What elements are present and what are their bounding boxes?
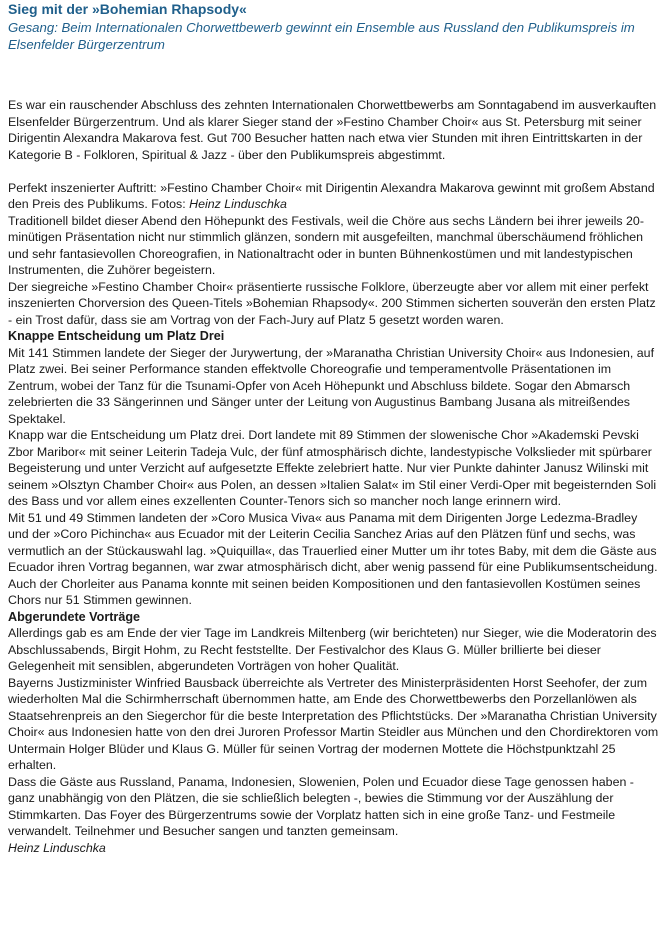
caption-credit: Heinz Linduschka [189,197,287,211]
article-subtitle: Gesang: Beim Internationalen Chorwettbewerb gewinnt ein Ensemble aus Russland den Publikumspreis im Elsenfelder Bürgerzentrum [8,20,635,52]
body-paragraph-8: Dass die Gäste aus Russland, Panama, Indonesien, Slowenien, Polen und Ecuador diese Tage genossen haben - ganz unabhängig von den Plätzen, die sie schließlich belegten -, bewies die Stimmung vor der Auszählung der Stimmkarten. Das Foyer des Bürgerzentrums sowie der Vorplatz hatten sich in eine große Tanz- und Festmeile verwandelt. Teilnehmer und Besucher sangen und tanzten gemeinsam. [8,774,634,838]
section-heading-2: Abgerundete Vorträge [8,609,141,624]
article-title: Sieg mit der »Bohemian Rhapsody« [8,1,247,17]
body-paragraph-6: Allerdings gab es am Ende der vier Tage im Landkreis Miltenberg (wir berichteten) nur Sieger, wie die Moderatorin des Abschlussabends, Birgit Hohm, zu Recht feststellte. Der Festivalchor des Klaus G. Müller brillierte bei dieser Gelegenheit mit sensiblen, abgerundeten Vorträgen von hoher Qualität. [8,626,657,673]
spacer [8,53,660,97]
body-paragraph-1: Traditionell bildet dieser Abend den Höhepunkt des Festivals, weil die Chöre aus sechs Ländern bei ihrer jeweils 20-minütigen Präsentation nicht nur stimmlich glänzen, sondern mit ausgefeilten, manchmal überschäumend fröhlichen und sehr fantasievollen Choreografien, in Nationaltracht oder in bunten Bühnenkostümen und mit landestypischen Instrumenten, die Zuhörer begeistern. [8,213,644,277]
body-paragraph-7: Bayerns Justizminister Winfried Bausback überreichte als Vertreter des Ministerpräsidenten Horst Seehofer, der zum wiederholten Mal die Schirmherrschaft übernommen hatte, am Ende des Chorwettbewerbs den Porzellanlöwen als Staatsehrenpreis an den Siegerchor für die beste Interpretation des Pflichtstücks. Der »Maranatha Christian University Choir« aus Indonesien hatte von den drei Juroren Professor Martin Steidler aus München und den Chordirektoren vom Untermain Holger Blüder und Klaus G. Müller für seinen Vortrag der modernen Mottete die Höchstpunktzahl 25 erhalten. [8,675,659,772]
caption-text: Perfekt inszenierter Auftritt: »Festino Chamber Choir« mit Dirigentin Alexandra Makarova gewinnt mit großem Abstand den Preis des Publikums. Fotos: [8,180,655,211]
section-heading-1: Knappe Entscheidung um Platz Drei [8,329,225,343]
intro-paragraph: Es war ein rauschender Abschluss des zehnten Internationalen Chorwettbewerbs am Sonntagabend im ausverkauften Elsenfelder Bürgerzentrum. Und als klarer Sieger stand der »Festino Chamber Choir« aus St. Petersburg mit seiner Dirigentin Alexandra Makarova fest. Gut 700 Besucher hatten nach etwa vier Stunden mit ihren Eintrittskarten in der Kategorie B - Folkloren, Spiritual & Jazz - über den Publikumspreis abgestimmt. [8,98,657,162]
body-paragraph-4: Knapp war die Entscheidung um Platz drei. Dort landete mit 89 Stimmen der slowenische Chor »Akademski Pevski Zbor Maribor« mit seiner Leiterin Tadeja Vulc, der fünf atmosphärisch dichte, landestypische Volkslieder mit spürbarer Begeisterung und unter Verzicht auf aufgesetzte Effekte zelebriert hatte. Nur vier Punkte dahinter Janusz Wilinski mit seinem »Olsztyn Chamber Choir« aus Polen, an dessen »Italien Salat« im Stil einer Verdi-Oper mit begeisternden Soli des Bass und vor allem eines exzellenten Counter-Tenors sich so mancher noch lange erinnern wird. [8,428,657,508]
body-paragraph-3: Mit 141 Stimmen landete der Sieger der Jurywertung, der »Maranatha Christian University Choir« aus Indonesien, auf Platz zwei. Bei seiner Performance standen effektvolle Choreografie und temperamentvolle Präsentationen im Zentrum, wobei der Tanz für die Tsunami-Opfer von Aceh Höhepunkt und Abschluss bildete. Sogar den Abmarsch zelebrierten die 33 Sängerinnen und Sänger unter der Leitung von Augustinus Bambang Jusana als mitreißendes Spektakel. [8,345,655,426]
author-byline: Heinz Linduschka [8,840,106,855]
photo-caption [8,180,660,213]
body-paragraph-5: Mit 51 und 49 Stimmen landeten der »Coro Musica Viva« aus Panama mit dem Dirigenten Jorge Ledezma-Bradley und der »Coro Pichincha« aus Ecuador mit der Leiterin Cecilia Sanchez Arias auf den Plätzen fünf und sechs, was vermutlich an der Stückauswahl lag. »Quiquilla«, das Trauerlied einer Mutter um ihr totes Baby, mit dem die Gäste aus Ecuador ihren Vortrag begannen, war zwar atmosphärisch dicht, aber wenig passend für eine Publikumsentscheidung. Auch der Chorleiter aus Panama konnte mit seinen beiden Kompositionen und den fantasievollen Kostümen seines Chors nur 51 Stimmen gewinnen. [8,510,658,607]
body-paragraph-2: Der siegreiche »Festino Chamber Choir« präsentierte russische Folklore, überzeugte aber vor allem mit einer perfekt inszenierten Chorversion des Queen-Titels »Bohemian Rhapsody«. 200 Stimmen sicherten souverän den ersten Platz - ein Trost dafür, dass sie am Vortrag von der Fach-Jury auf Platz 5 gesetzt worden waren. [8,279,656,327]
